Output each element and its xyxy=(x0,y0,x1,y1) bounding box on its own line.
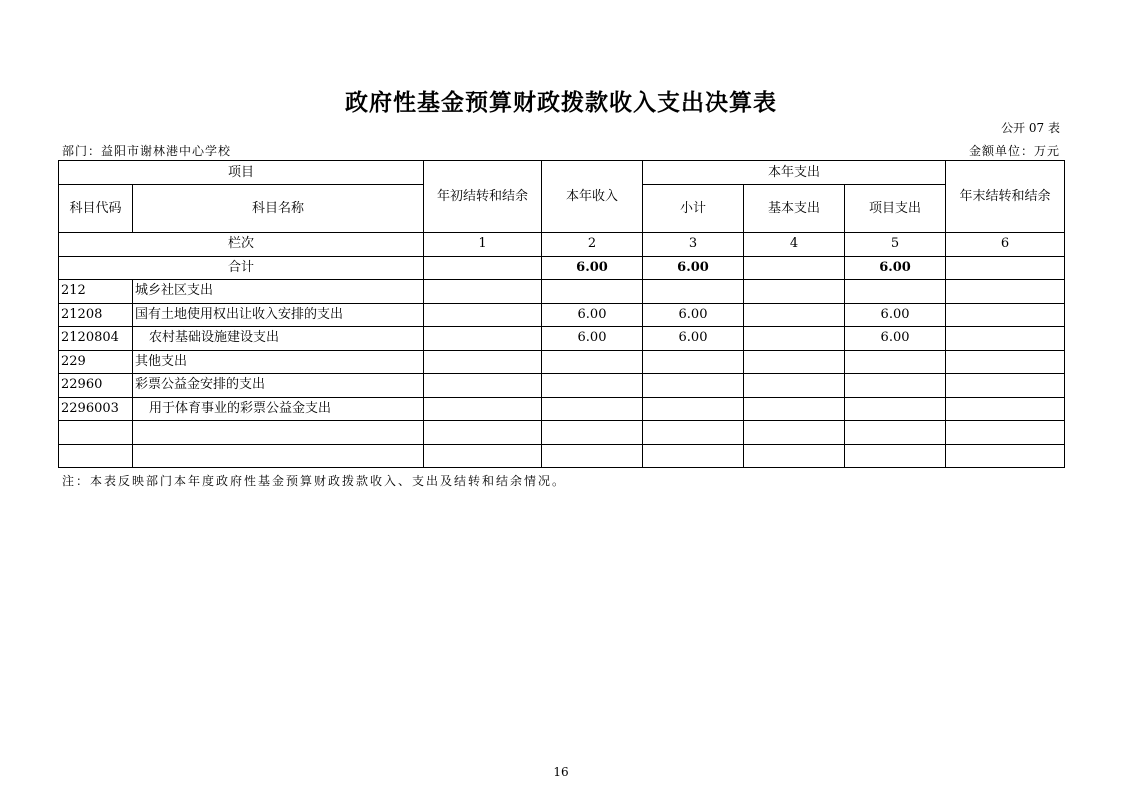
row-closing xyxy=(946,397,1065,421)
row-code: 2120804 xyxy=(59,327,133,351)
row-project xyxy=(845,421,946,445)
table-row xyxy=(59,421,1065,445)
total-label: 合计 xyxy=(59,256,424,280)
row-closing xyxy=(946,327,1065,351)
table-row xyxy=(59,327,1065,351)
row-project xyxy=(845,350,946,374)
header-project: 项目支出 xyxy=(845,185,946,233)
row-name: 农村基础设施建设支出 xyxy=(133,327,424,351)
row-income xyxy=(542,421,643,445)
row-closing xyxy=(946,444,1065,468)
row-opening xyxy=(424,350,542,374)
row-project xyxy=(845,444,946,468)
row-closing xyxy=(946,303,1065,327)
column-number-2: 2 xyxy=(542,233,643,257)
row-name xyxy=(133,444,424,468)
row-opening xyxy=(424,327,542,351)
row-name: 彩票公益金安排的支出 xyxy=(133,374,424,398)
row-income: 6.00 xyxy=(542,327,643,351)
row-opening xyxy=(424,303,542,327)
header-opening-balance: 年初结转和结余 xyxy=(424,161,542,233)
row-subtotal: 6.00 xyxy=(643,303,744,327)
header-basic: 基本支出 xyxy=(744,185,845,233)
table-note: 注：本表反映部门本年度政府性基金预算财政拨款收入、支出及结转和结余情况。 xyxy=(62,474,567,488)
row-opening xyxy=(424,280,542,304)
row-code: 22960 xyxy=(59,374,133,398)
header-expenditure: 本年支出 xyxy=(643,161,946,185)
column-number-label: 栏次 xyxy=(59,233,424,257)
row-opening xyxy=(424,444,542,468)
header-income: 本年收入 xyxy=(542,161,643,233)
report-title: 政府性基金预算财政拨款收入支出决算表 xyxy=(345,90,777,116)
column-number-row xyxy=(59,233,1065,257)
row-basic xyxy=(744,327,845,351)
row-subtotal: 6.00 xyxy=(643,327,744,351)
header-closing-balance: 年末结转和结余 xyxy=(946,161,1065,233)
column-number-6: 6 xyxy=(946,233,1065,257)
row-code: 21208 xyxy=(59,303,133,327)
total-project: 6.00 xyxy=(845,256,946,280)
table-row xyxy=(59,444,1065,468)
header-item: 项目 xyxy=(59,161,424,185)
table-row xyxy=(59,303,1065,327)
row-name: 用于体育事业的彩票公益金支出 xyxy=(133,397,424,421)
row-closing xyxy=(946,350,1065,374)
column-number-1: 1 xyxy=(424,233,542,257)
row-name: 城乡社区支出 xyxy=(133,280,424,304)
row-code: 2296003 xyxy=(59,397,133,421)
row-opening xyxy=(424,374,542,398)
total-income: 6.00 xyxy=(542,256,643,280)
row-subtotal xyxy=(643,444,744,468)
table-row xyxy=(59,374,1065,398)
row-basic xyxy=(744,397,845,421)
row-name xyxy=(133,421,424,445)
row-income: 6.00 xyxy=(542,303,643,327)
total-subtotal: 6.00 xyxy=(643,256,744,280)
page-number: 16 xyxy=(553,765,569,779)
total-basic xyxy=(744,256,845,280)
row-project xyxy=(845,374,946,398)
row-subtotal xyxy=(643,421,744,445)
row-code: 229 xyxy=(59,350,133,374)
row-basic xyxy=(744,303,845,327)
row-subtotal xyxy=(643,350,744,374)
row-project: 6.00 xyxy=(845,327,946,351)
row-subtotal xyxy=(643,374,744,398)
fund-budget-table xyxy=(58,160,1065,468)
row-basic xyxy=(744,374,845,398)
table-row xyxy=(59,350,1065,374)
column-number-4: 4 xyxy=(744,233,845,257)
row-opening xyxy=(424,397,542,421)
row-closing xyxy=(946,280,1065,304)
form-number: 公开 07 表 xyxy=(1001,121,1060,135)
header-subtotal: 小计 xyxy=(643,185,744,233)
table-row xyxy=(59,397,1065,421)
row-basic xyxy=(744,444,845,468)
row-basic xyxy=(744,350,845,374)
row-name: 其他支出 xyxy=(133,350,424,374)
row-basic xyxy=(744,280,845,304)
row-closing xyxy=(946,421,1065,445)
row-name: 国有土地使用权出让收入安排的支出 xyxy=(133,303,424,327)
row-code: 212 xyxy=(59,280,133,304)
row-basic xyxy=(744,421,845,445)
row-income xyxy=(542,280,643,304)
column-number-5: 5 xyxy=(845,233,946,257)
row-opening xyxy=(424,421,542,445)
table-row xyxy=(59,280,1065,304)
row-code xyxy=(59,421,133,445)
row-income xyxy=(542,374,643,398)
row-income xyxy=(542,397,643,421)
row-project xyxy=(845,397,946,421)
row-subtotal xyxy=(643,397,744,421)
row-subtotal xyxy=(643,280,744,304)
row-project xyxy=(845,280,946,304)
header-row-1 xyxy=(59,161,1065,185)
row-code xyxy=(59,444,133,468)
total-opening xyxy=(424,256,542,280)
header-code: 科目代码 xyxy=(59,185,133,233)
total-closing xyxy=(946,256,1065,280)
row-income xyxy=(542,350,643,374)
header-name: 科目名称 xyxy=(133,185,424,233)
amount-unit-label: 金额单位：万元 xyxy=(968,144,1060,158)
total-row xyxy=(59,256,1065,280)
row-income xyxy=(542,444,643,468)
row-closing xyxy=(946,374,1065,398)
department-label: 部门：益阳市谢林港中心学校 xyxy=(62,144,232,158)
column-number-3: 3 xyxy=(643,233,744,257)
row-project: 6.00 xyxy=(845,303,946,327)
